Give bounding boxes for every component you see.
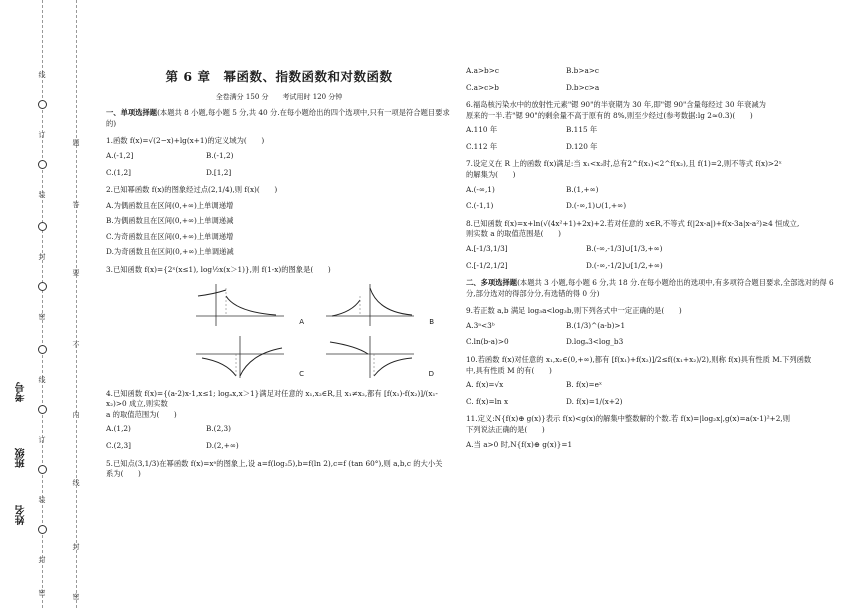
option: A.3ᵃ<3ᵇ [466,320,495,330]
option: C.(-1,1) [466,201,494,211]
margin-char: 要 [72,269,80,277]
section-1-note: (本题共 8 小题,每小题 5 分,共 40 分.在每小题给出的四个选项中,只有一项是符合题目要求的) [106,108,450,128]
option: D.(2,+∞) [206,440,239,450]
option: C.(2,3] [106,440,131,450]
margin-circle [38,282,47,291]
margin-char: 密 [38,589,46,597]
option: D.为奇函数且在区间(0,+∞)上单调递减 [106,247,234,257]
section-2-header [466,278,844,299]
graph-label: C [299,370,304,379]
section-2-note: (本题共 3 小题,每小题 6 分,共 18 分.在每小题给出的选项中,有多项符合题目要求,全部选对的得 6 分,部分选对的得部分分,有选错的得 0 分) [466,278,834,298]
margin-circle [38,100,47,109]
margin-char: 线 [38,71,46,79]
margin-char: 密 [38,313,46,321]
margin-circle [38,160,47,169]
option: A.(-∞,1) [466,184,495,194]
margin-char: 装 [38,191,46,199]
margin-char: 密 [72,593,80,601]
graph-d-plot [326,334,416,378]
margin-char: 订 [38,131,46,139]
margin-char: 封 [38,556,46,564]
inner-dash-line [76,0,77,608]
margin-char: 题 [72,139,80,147]
graph-label: B [429,318,434,327]
margin-circle [38,405,47,414]
question-9-options [466,321,844,348]
question-1: 1.函数 f(x)=√(2−x)+lg(x+1)的定义域为( ) [106,136,265,146]
graph-c-plot [196,334,286,378]
question-5-options [466,66,844,93]
option: C.a>c>b [466,82,499,92]
binding-margin [0,0,100,608]
option: B. f(x)=eˣ [566,380,603,390]
option: C. f(x)=ln x [466,396,509,406]
option: B.(2,3) [206,424,231,434]
option: A.(1,2) [106,424,131,434]
margin-char: 不 [72,341,80,349]
option: A.为偶函数且在区间(0,+∞)上单调递增 [106,200,234,210]
option: A.当 a>0 时,N{f(x)⊕ g(x)}=1 [466,440,573,450]
option: D.logₐ3<log_b3 [566,337,624,347]
option: D.120 年 [566,141,598,151]
graph-label: A [299,318,304,327]
option: A.[-1/3,1/3] [466,243,508,253]
question-7: 7.设定义在 R 上的函数 f(x)满足:当 x₁<x₂时,总有2^f(x₁)<2^f(x₂),且 f(1)=2,则不等式 f(x)>2ˣ [466,159,782,169]
option: B.115 年 [566,125,598,135]
margin-circle [38,222,47,231]
left-column [106,62,452,480]
option: B.(1/3)^(a-b)>1 [566,320,626,330]
option: C.(1,2] [106,167,131,177]
question-8: 8.已知函数 f(x)=x+ln(√(4x²+1)+2x)+2.若对任意的 x∈R,不等式 f(|2x-a|)+f(x-3a|x-a²)≥4 恒成立, [466,218,800,228]
option: A.(-1,2] [106,151,134,160]
option: B.(-1,2) [206,151,234,160]
margin-char: 内 [72,411,80,419]
question-4-cont: a 的取值范围为( ) [106,409,177,419]
option: D.(-∞,-1/2]∪[1/2,+∞) [586,260,663,270]
question-10: 10.若函数 f(x)对任意的 x₁,x₂∈(0,+∞),都有 [f(x₁)+f(x₂)]/2≤f((x₁+x₂)/2),则称 f(x)具有性质 M.下列函数 [466,354,812,364]
margin-char: 封 [38,253,46,261]
graph-a-plot [196,282,286,326]
section-1-title: 一、单项选择题 [106,108,158,118]
exam-number-label: 考号 [16,382,27,402]
margin-circle [38,465,47,474]
question-4-options [106,424,452,451]
option: C.为奇函数且在区间(0,+∞)上单调递增 [106,231,234,241]
outer-dash-line [42,0,43,608]
option: B.(-∞,-1/3]∪[1/3,+∞) [586,243,663,253]
question-11-cont: 下列说法正确的是( ) [466,424,545,434]
question-6-options [466,125,844,152]
option: B.b>a>c [566,66,600,75]
option: C.112 年 [466,141,498,151]
graph-b [326,282,436,330]
graph-d [326,334,436,382]
margin-char: 线 [72,479,80,487]
option: A.110 年 [466,125,498,135]
question-3-graphs [196,282,452,382]
margin-circle [38,525,47,534]
question-5: 5.已知点(3,1/3)在幂函数 f(x)=xᵃ的图象上,设 a=f(log₂5),b=f(ln 2),c=f (tan 60°),则 a,b,c 的大小关 [106,458,443,468]
option: A. f(x)=√x [466,380,504,390]
question-7-cont: 的解集为( ) [466,170,516,180]
margin-char: 订 [38,436,46,444]
margin-circle [38,345,47,354]
option: D. f(x)=1/(x+2) [566,396,623,406]
margin-char: 封 [72,543,80,551]
question-8-options [466,244,844,271]
question-9: 9.若正数 a,b 满足 log₃a<log₃b,则下列各式中一定正确的是( ) [466,306,682,316]
question-4: 4.已知函数 f(x)={(a-2)x-1,x≤1; logₐx,x＞1}满足对任意的 x₁,x₂∈R,且 x₁≠x₂,都有 [f(x₁)-f(x₂)]/(x₁-x₂)>0 成立,则实数 [106,388,438,409]
option: C.[-1/2,1/2] [466,260,508,270]
option: B.为偶函数且在区间(0,+∞)上单调递减 [106,216,234,226]
question-1-options [106,151,452,178]
graph-c [196,334,306,382]
question-6-cont: 原来的一半.若"锶 90"的剩余量不高于原有的 8%,则至少经过(参考数据:lg 2≈0.3)( ) [466,110,753,120]
page-title: 第 6 章 幂函数、指数函数和对数函数 [165,69,393,84]
option: B.(1,+∞) [566,184,599,194]
graph-a [196,282,306,330]
margin-char: 线 [38,376,46,384]
option: D.[1,2] [206,167,232,177]
question-5-cont: 系为( ) [106,469,141,479]
question-8-cont: 则实数 a 的取值范围是( ) [466,229,561,239]
option: C.ln(b-a)>0 [466,337,509,347]
graph-label: D [428,370,434,379]
class-label: 班级 [16,448,27,468]
question-2: 2.已知幂函数 f(x)的图象经过点(2,1/4),则 f(x)( ) [106,185,278,195]
section-2-title: 二、多项选择题 [466,278,518,288]
question-10-cont: 中,具有性质 M 的有( ) [466,365,552,375]
question-6: 6.福岛核污染水中的放射性元素"锶 90"的半衰期为 30 年,即"锶 90"含量每经过 30 年衰减为 [466,100,766,110]
section-1-header [106,108,452,129]
question-11: 11.定义:N{f(x)⊕ g(x)}表示 f(x)<g(x)的解集中整数解的个数.若 f(x)=|log₂x|,g(x)=a(x-1)²+2,则 [466,414,790,424]
question-10-options [466,380,844,407]
question-3: 3.已知函数 f(x)={2ˣ(x≤1), log½x(x＞1)},则 f(1-x)的图象是( ) [106,265,331,275]
question-7-options [466,185,844,212]
option: D.(-∞,1)∪(1,+∞) [566,201,627,211]
page-subtitle: 全卷满分 150 分 考试用时 120 分钟 [215,93,343,102]
option: D.b>c>a [566,82,600,92]
graph-b-plot [326,282,416,326]
margin-char: 装 [38,496,46,504]
name-label: 姓名 [16,505,27,525]
option: A.a>b>c [466,66,499,75]
right-column [466,62,844,451]
margin-char: 答 [72,201,80,209]
